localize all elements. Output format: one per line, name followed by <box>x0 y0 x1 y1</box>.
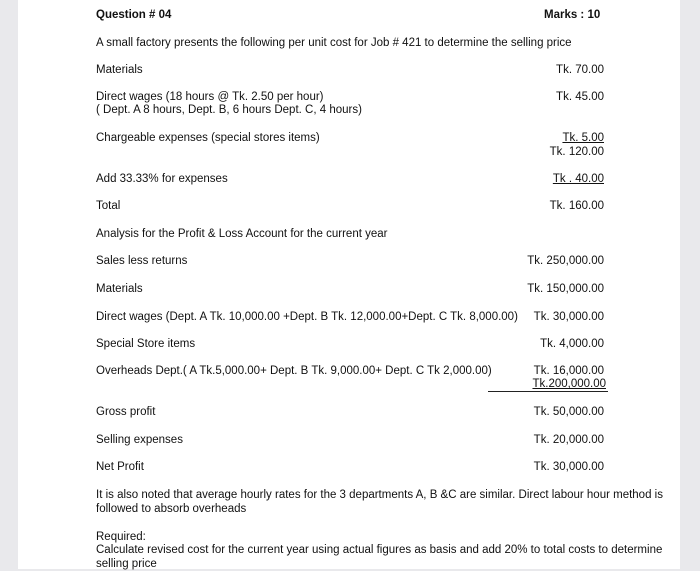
job-cost-label: Chargeable expenses (special stores items) <box>96 132 320 144</box>
pl-subtotal: Tk.200,000.00 <box>532 378 606 390</box>
pl-amount: Tk. 50,000.00 <box>533 406 604 418</box>
pl-amount: Tk. 30,000.00 <box>533 461 604 473</box>
pl-title: Analysis for the Profit & Loss Account for the current year <box>96 228 388 240</box>
pl-amount: Tk. 30,000.00 <box>533 311 604 323</box>
job-cost-amount: Tk. 70.00 <box>556 64 604 76</box>
pl-amount: Tk. 20,000.00 <box>533 434 604 446</box>
pl-amount: Tk. 16,000.00 <box>533 365 604 377</box>
job-cost-amount: Tk. 5.00 <box>562 132 604 144</box>
job-cost-total: Tk. 160.00 <box>549 200 604 212</box>
job-cost-label: Add 33.33% for expenses <box>96 173 228 185</box>
intro-text: A small factory presents the following per unit cost for Job # 421 to determine the selling price <box>96 37 572 49</box>
pl-amount: Tk. 250,000.00 <box>527 255 604 267</box>
job-cost-sublabel: ( Dept. A 8 hours, Dept. B, 6 hours Dept. C, 4 hours) <box>96 104 362 116</box>
required-text: Calculate revised cost for the current year using actual figures as basis and add 20% to total costs to determine <box>96 544 663 556</box>
pl-label: Sales less returns <box>96 255 188 267</box>
pl-label: Gross profit <box>96 406 156 418</box>
required-heading: Required: <box>96 531 146 543</box>
job-cost-label: Total <box>96 200 121 212</box>
pl-label: Materials <box>96 283 143 295</box>
question-number: Question # 04 <box>96 9 172 21</box>
pl-label: Net Profit <box>96 461 144 473</box>
marks-label: Marks : 10 <box>544 9 601 21</box>
question-page <box>18 0 680 569</box>
pl-amount: Tk. 4,000.00 <box>540 338 604 350</box>
pl-amount: Tk. 150,000.00 <box>527 283 604 295</box>
note-text: followed to absorb overheads <box>96 503 247 515</box>
pl-label: Direct wages (Dept. A Tk. 10,000.00 +Dept. B Tk. 12,000.00+Dept. C Tk. 8,000.00) <box>96 311 518 323</box>
job-cost-amount: Tk . 40.00 <box>552 173 604 185</box>
job-cost-label: Direct wages (18 hours @ Tk. 2.50 per hour) <box>96 91 324 103</box>
pl-label: Special Store items <box>96 338 196 350</box>
required-text: selling price <box>96 558 157 570</box>
pl-label: Overheads Dept.( A Tk.5,000.00+ Dept. B Tk. 9,000.00+ Dept. C Tk 2,000.00) <box>96 365 492 377</box>
subtotal-rule <box>488 391 608 392</box>
job-cost-label: Materials <box>96 64 143 76</box>
pl-label: Selling expenses <box>96 434 183 446</box>
job-cost-subtotal: Tk. 120.00 <box>549 146 604 158</box>
note-text: It is also noted that average hourly rates for the 3 departments A, B &C are similar. Direct labour hour method is <box>96 489 663 501</box>
job-cost-amount: Tk. 45.00 <box>556 91 604 103</box>
